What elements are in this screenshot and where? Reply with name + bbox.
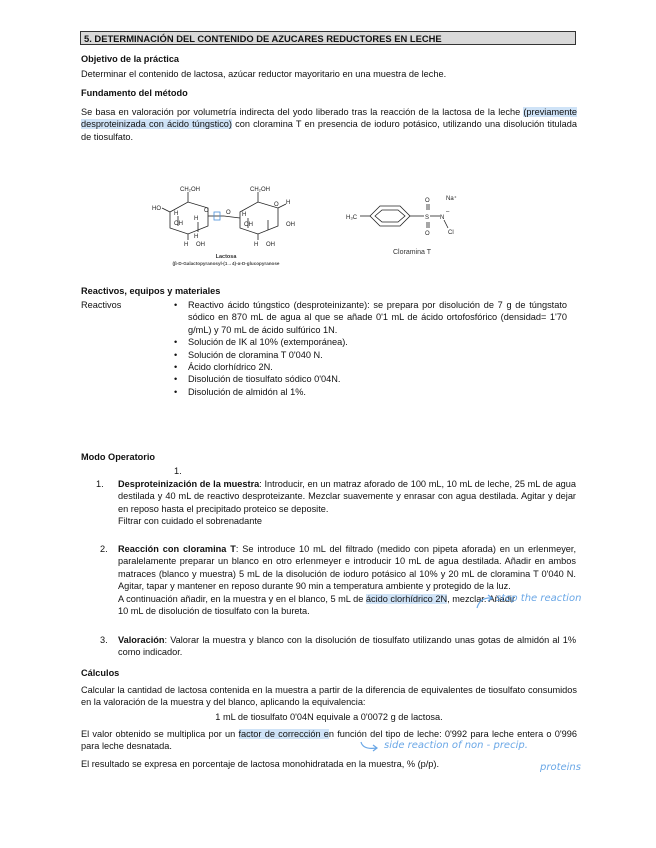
list-item: • Disolución de almidón al 1%. [174, 386, 567, 398]
step-1-text: : Introducir, en un matraz aforado de 100 mL, 10 mL de leche, 25 mL de agua destilada y 40 mL de reactivo desproteizante. Mezclar suavemente y enrasar con agua destilada. Agitar y dejar en reposo hasta el precipitado proteico se deposite. [118, 479, 577, 514]
calculos-text-3: El resultado se expresa en porcentaje de lactosa monohidratada en la muestra, % (p/p). [81, 759, 440, 769]
fundamento-text-b: con cloramina T en presencia de ioduro potásico, utilizando una disolución titulada de tiosulfato. [81, 119, 577, 142]
calculos-heading: Cálculos [81, 668, 120, 678]
calculos-equivalence: 1 mL de tiosulfato 0'04N equivale a 0'0072 g de lactosa. [215, 712, 443, 722]
objetivo-heading: Objetivo de la práctica [81, 54, 180, 64]
lactose-oh5: OH [266, 242, 275, 248]
chloramine-s: S [425, 215, 430, 221]
calculos-text-2a: El valor obtenido se multiplica por un [81, 729, 239, 739]
lactose-h6: H [286, 200, 291, 206]
chloramine-na: Na⁺ [446, 196, 457, 202]
chemical-structures-figure [148, 182, 468, 270]
chloramine-minus: – [446, 209, 450, 215]
lactose-h4: H [184, 242, 189, 248]
step-1-title: Desproteinización de la muestra [118, 479, 260, 489]
chloramine-label: Cloramina T [393, 249, 431, 256]
modo-stray-number: 1. [174, 466, 182, 476]
step-3-title: Valoración [118, 635, 165, 645]
lactose-h7: H [254, 242, 259, 248]
lactose-oh4: OH [286, 222, 295, 228]
lactose-label: Lactosa [215, 254, 237, 260]
list-item: • Reactivo ácido túngstico (desproteinizante): se prepara por disolución de 7 g de túngstato sódico en 870 mL de agua al que se añade 0'1 mL de ácido ortofosfórico (densidad= 1'70 g/mL) y 70 mL de ácido sulfúrico 1N. [174, 299, 567, 336]
step-2-title: Reacción con cloramina T [118, 544, 236, 554]
step-2-extra-b: , mezclar. Añadir 10 mL de disolución de tiosulfato con la bureta. [118, 593, 516, 617]
modo-step-1 [96, 478, 577, 528]
calculos-highlight: factor de corrección e [238, 729, 329, 739]
lactose-h1: H [174, 211, 179, 217]
fundamento-text [81, 106, 577, 143]
step-2-text: : Se introduce 10 mL del filtrado (medido con pipeta aforada) en un erlenmeyer, paralelamente preparar un blanco en otro erlenmeyer e introducir 10 mL de agua destilada. Añadir en ambos matraces (blanco y muestra) 5 mL de la disolución de ioduro potásico al 10% y 20 mL de cloramina T 0'040 N. Agitar, tapar y mantener en reposo durante 90 min a temperatura ambiente y protegido de la luz. [118, 544, 577, 592]
modo-step-3 [100, 634, 576, 659]
chloramine-t-structure [360, 204, 448, 228]
step-2-number: 2. [100, 544, 108, 554]
handwritten-arrow-2 [359, 740, 383, 754]
modo-step-2 [100, 543, 576, 617]
list-item: • Solución de IK al 10% (extemporánea). [174, 336, 567, 348]
fundamento-highlight: (previamente desproteinizada con ácido túngstico) [81, 107, 577, 130]
chloramine-o-bottom: O [425, 231, 430, 237]
handwritten-note-proteins: proteins [540, 762, 581, 773]
modo-heading: Modo Operatorio [81, 452, 156, 462]
lactose-o-ring1: O [204, 208, 209, 214]
list-item: • Ácido clorhídrico 2N. [174, 361, 567, 373]
reactivos-heading: Reactivos, equipos y materiales [81, 286, 221, 296]
chloramine-n: N [440, 215, 445, 221]
step-1-extra: Filtrar con cuidado el sobrenadante [118, 516, 263, 527]
fundamento-heading: Fundamento del método [81, 88, 188, 98]
lactose-oh1: OH [174, 221, 183, 227]
step-2-highlight: ácido clorhídrico 2N [365, 593, 448, 604]
list-item: • Solución de cloramina T 0'040 N. [174, 349, 567, 361]
chloramine-cl: Cl [448, 230, 454, 236]
lactose-ch2oh-right: CH₂OH [250, 187, 270, 193]
lactose-ho: HO [152, 206, 161, 212]
lactose-sublabel: (β-D-Galactopyranosyl-(1→4)-α-D-glucopyranose [172, 261, 280, 266]
section-title: 5. DETERMINACIÓN DEL CONTENIDO DE AZUCARES REDUCTORES EN LECHE [80, 31, 576, 45]
step-1-number: 1. [96, 479, 104, 489]
lactose-oh3: OH [244, 222, 253, 228]
lactose-h5: H [242, 212, 247, 218]
lactose-o-bridge: O [226, 210, 231, 216]
list-item: • Disolución de tiosulfato sódico 0'04N. [174, 373, 567, 385]
lactose-o-ring2: O [274, 202, 279, 208]
calculos-text-2b: n función del tipo de leche: 0'992 para leche entera o 0'996 para leche desnatada. [81, 729, 577, 752]
step-3-text: : Valorar la muestra y blanco con la disolución de tiosulfato utilizando unas gotas de almidón al 1% como indicador. [118, 635, 576, 658]
calculos-text-1: Calcular la cantidad de lactosa contenida en la muestra a partir de la diferencia de equivalentes de tiosulfato consumidos en la valoración de la muestra y del blanco, aplicando la equivalencia: [81, 685, 577, 708]
reactivos-label: Reactivos [81, 300, 122, 310]
step-3-number: 3. [100, 635, 108, 645]
lactose-h2: H [194, 216, 199, 222]
handwritten-note-stop: stop the reaction [496, 593, 582, 604]
fundamento-text-a: Se basa en valoración por volumetría indirecta del yodo liberado tras la reacción de la lactosa de la leche [81, 107, 524, 117]
objetivo-text: Determinar el contenido de lactosa, azúcar reductor mayoritario en una muestra de leche. [81, 69, 447, 79]
lactose-h3: H [194, 234, 199, 240]
handwritten-arrow-1 [474, 594, 498, 610]
lactose-structure [162, 192, 286, 240]
reactivos-list [174, 299, 567, 398]
lactose-oh2: OH [196, 242, 205, 248]
step-2-extra-a: A continuación añadir, en la muestra y en el blanco, 5 mL de [118, 593, 366, 604]
chloramine-o-top: O [425, 198, 430, 204]
lactose-ch2oh-left: CH₂OH [180, 187, 200, 193]
handwritten-note-side: side reaction of non - precip. [384, 740, 528, 751]
chloramine-h3c: H₃C [346, 215, 358, 221]
